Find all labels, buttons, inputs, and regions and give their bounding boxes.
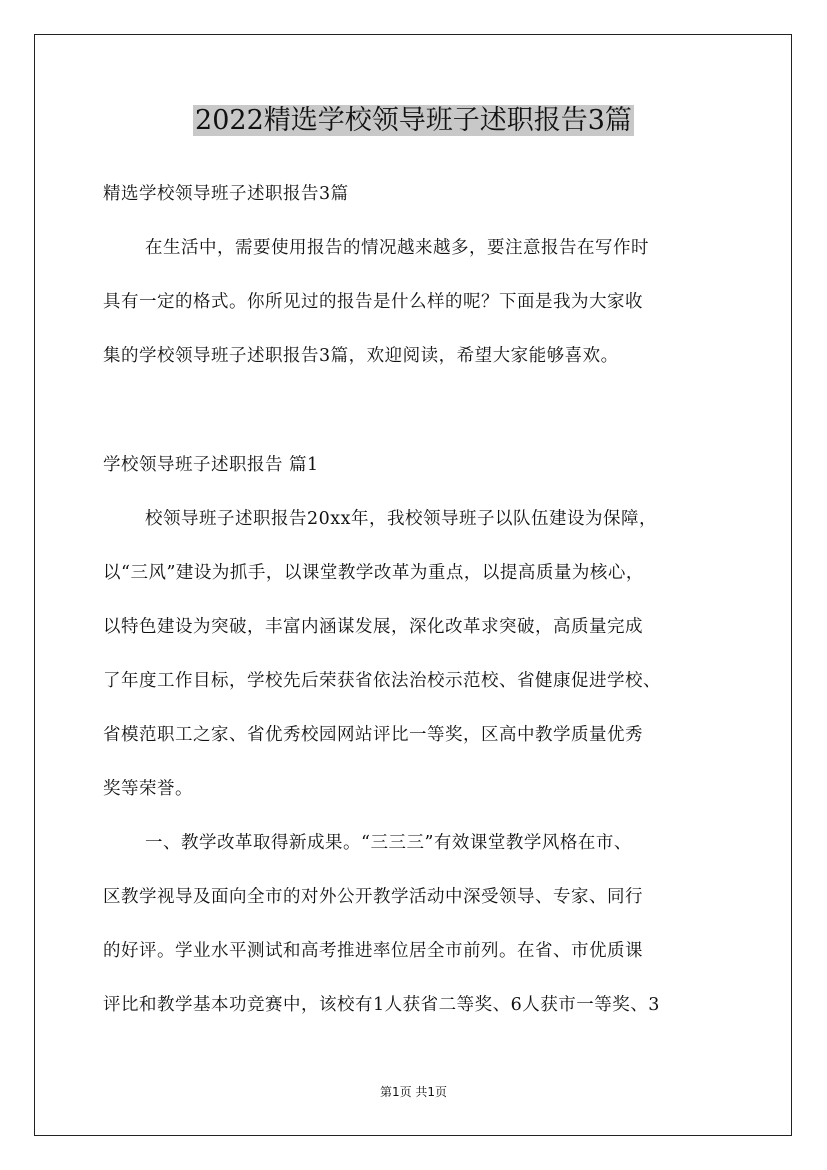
paragraph-line: 了年度工作目标，学校先后荣获省依法治校示范校、省健康促进学校、 bbox=[103, 671, 661, 691]
intro-line: 在生活中，需要使用报告的情况越来越多，要注意报告在写作时 bbox=[145, 238, 649, 258]
paragraph-line: 的好评。学业水平测试和高考推进率位居全市前列。在省、市优质课 bbox=[103, 941, 643, 961]
paragraph-line: 一、教学改革取得新成果。“三三三”有效课堂教学风格在市、 bbox=[145, 833, 632, 853]
paragraph-line: 省模范职工之家、省优秀校园网站评比一等奖，区高中教学质量优秀 bbox=[103, 725, 643, 745]
paragraph-line: 评比和教学基本功竞赛中，该校有1人获省二等奖、6人获市一等奖、3 bbox=[103, 995, 660, 1015]
paragraph-line: 区教学视导及面向全市的对外公开教学活动中深受领导、专家、同行 bbox=[103, 887, 643, 907]
paragraph-line: 以特色建设为突破，丰富内涵谋发展，深化改革求突破，高质量完成 bbox=[103, 617, 643, 637]
paragraph-line: 奖等荣誉。 bbox=[103, 779, 193, 799]
section-heading: 学校领导班子述职报告 篇1 bbox=[103, 455, 319, 475]
document-subtitle: 精选学校领导班子述职报告3篇 bbox=[103, 184, 349, 204]
document-title: 2022精选学校领导班子述职报告3篇 bbox=[195, 105, 632, 136]
intro-line: 具有一定的格式。你所见过的报告是什么样的呢？下面是我为大家收 bbox=[103, 292, 643, 312]
paragraph-line: 校领导班子述职报告20xx年，我校领导班子以队伍建设为保障， bbox=[145, 509, 658, 529]
page-footer: 第1页 共1页 bbox=[379, 1085, 448, 1099]
intro-line: 集的学校领导班子述职报告3篇，欢迎阅读，希望大家能够喜欢。 bbox=[103, 346, 619, 366]
paragraph-line: 以“三风”建设为抓手，以课堂教学改革为重点，以提高质量为核心， bbox=[103, 563, 644, 583]
